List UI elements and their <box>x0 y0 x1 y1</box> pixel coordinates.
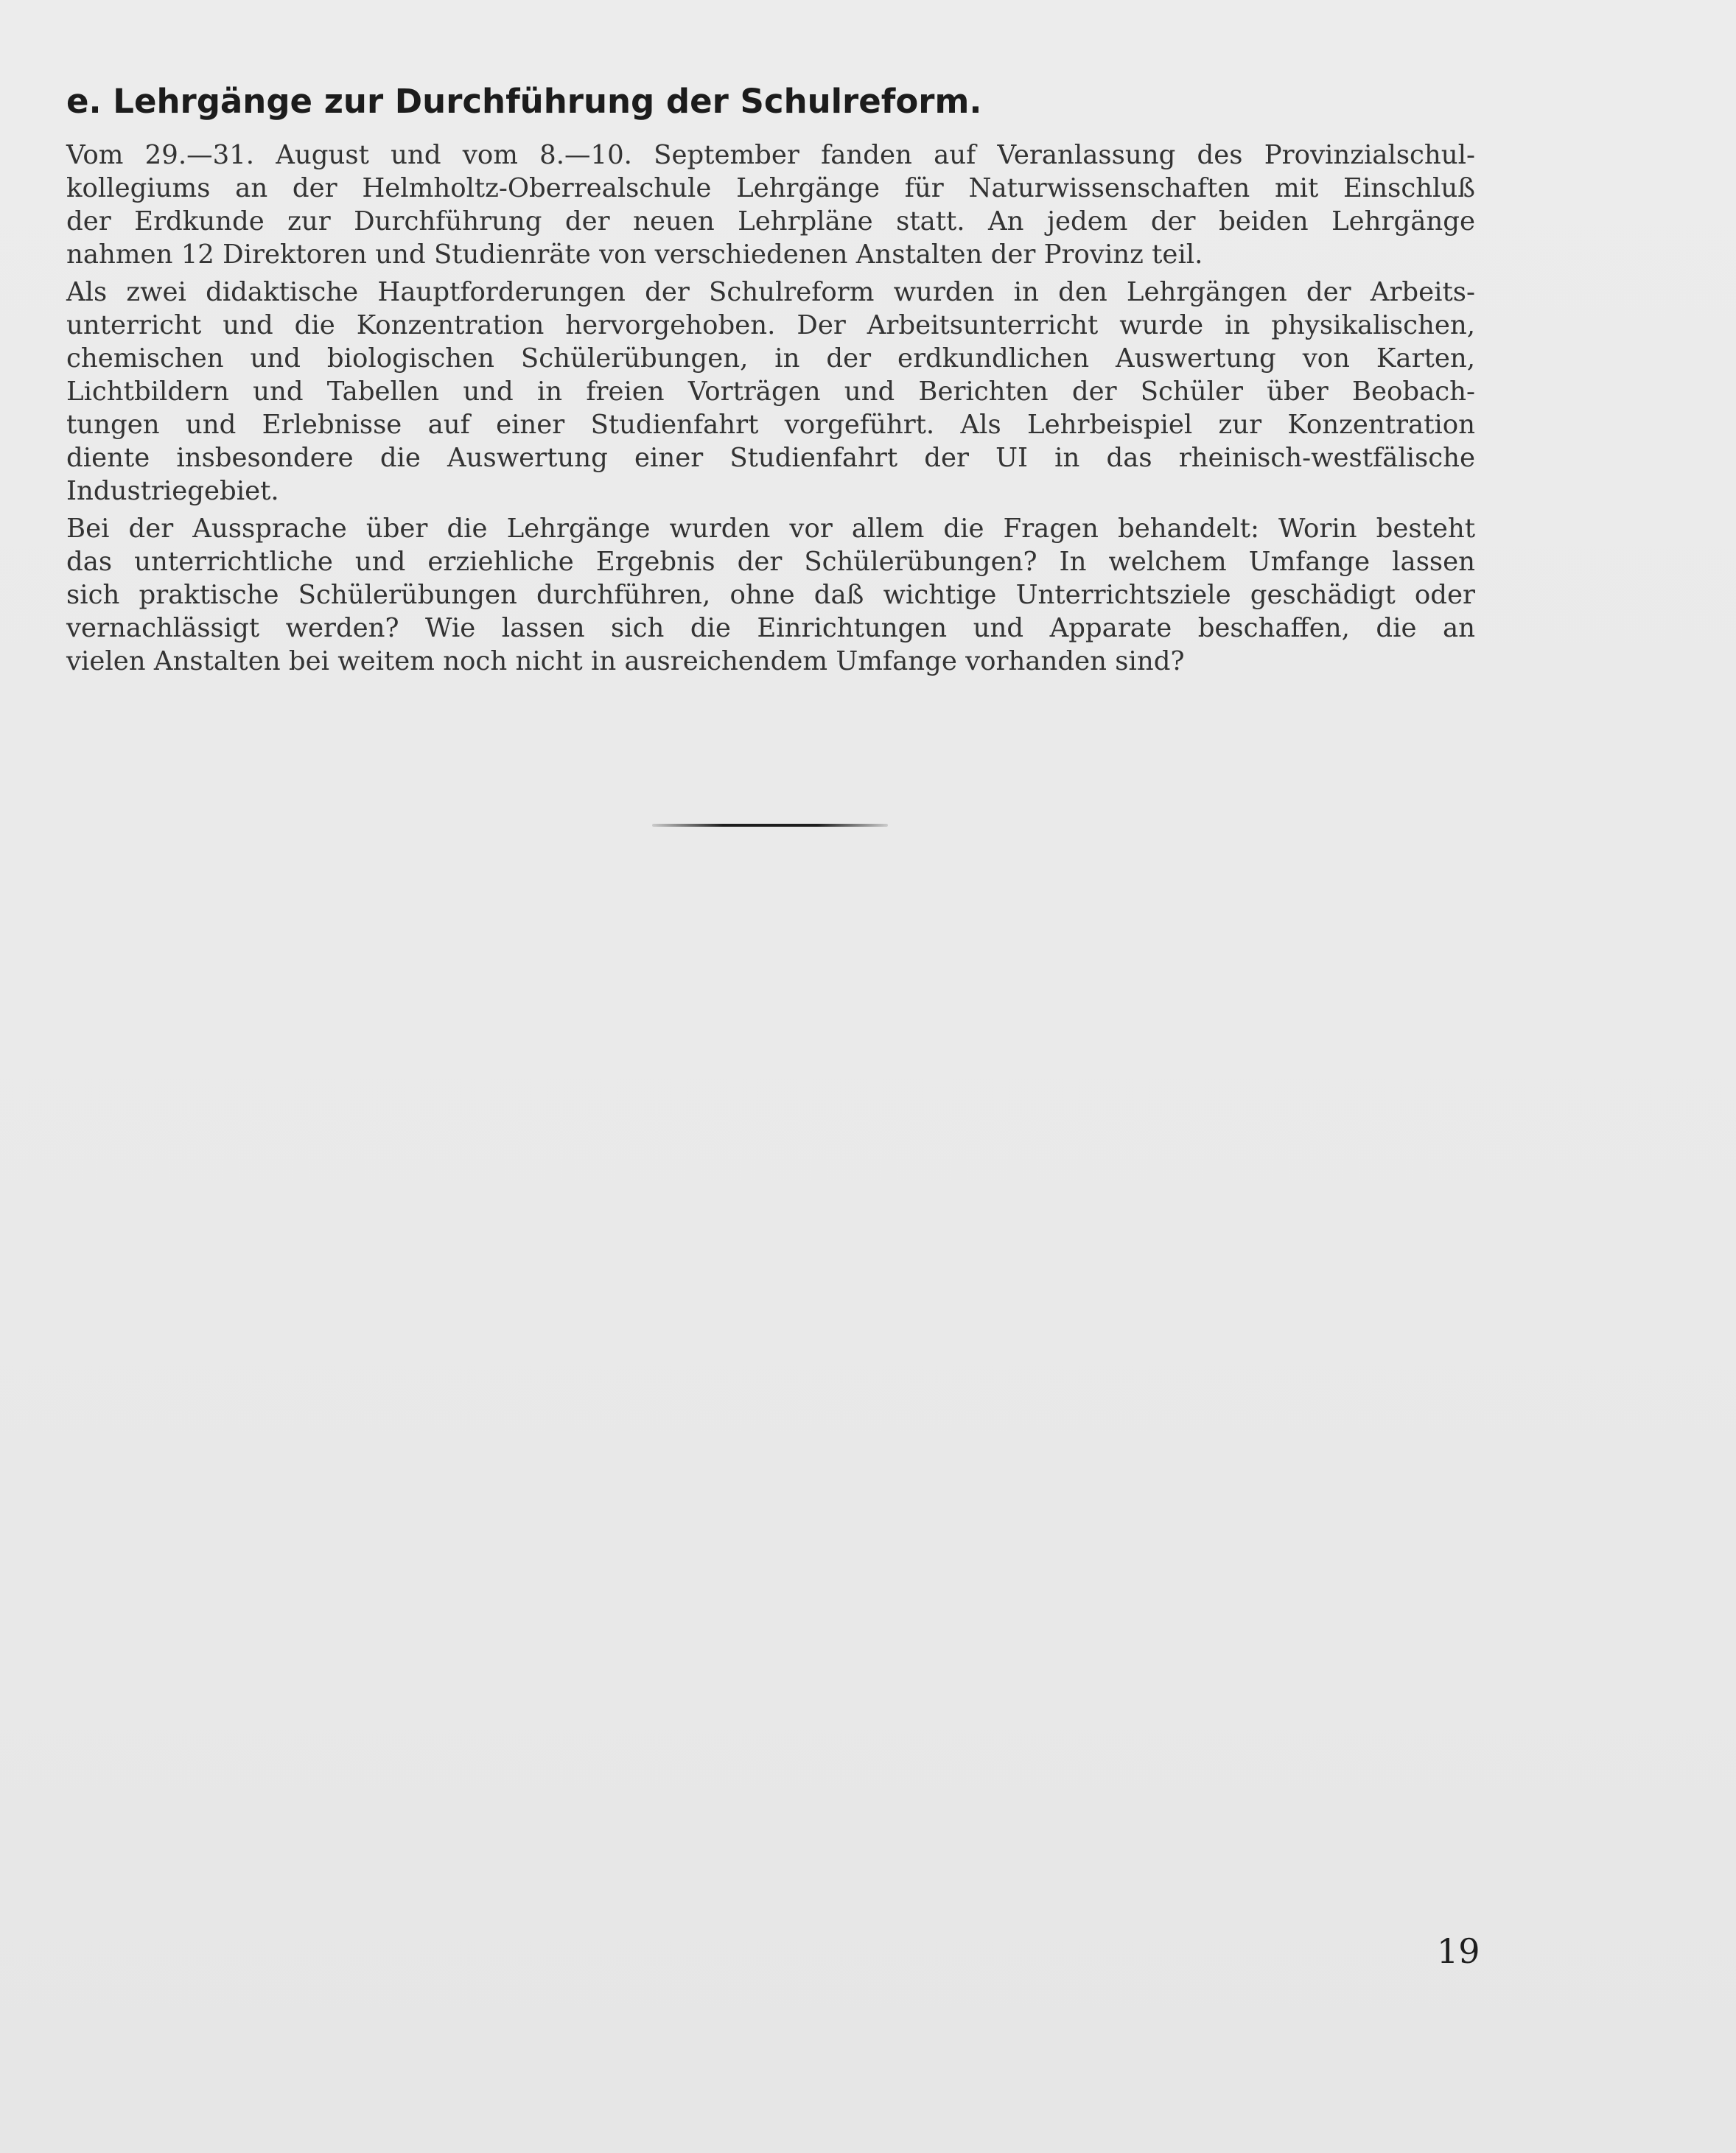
paragraph-1 <box>66 139 1475 271</box>
text-line: der Erdkunde zur Durchführung der neuen Lehrpläne statt. An jedem der beiden Lehrgänge <box>66 206 1475 237</box>
body-text <box>66 139 1475 682</box>
section-end-rule <box>652 824 888 827</box>
text-line: Bei der Aussprache über die Lehrgänge wurden vor allem die Fragen behandelt: Worin besteht <box>66 514 1475 544</box>
text-line: Lichtbildern und Tabellen und in freien Vorträgen und Berichten der Schüler über Beobach- <box>66 377 1475 407</box>
text-line: diente insbesondere die Auswertung einer Studienfahrt der UI in das rheinisch-westfälische <box>66 443 1475 473</box>
text-line: Als zwei didaktische Hauptforderungen der Schulreform wurden in den Lehrgängen der Arbeits- <box>66 277 1475 307</box>
page-number: 19 <box>1437 1931 1480 1971</box>
section-heading: e. Lehrgänge zur Durchführung der Schulreform. <box>66 82 982 121</box>
text-line: sich praktische Schülerübungen durchführen, ohne daß wichtige Unterrichtsziele geschädigt oder <box>66 580 1475 610</box>
text-line: unterricht und die Konzentration hervorgehoben. Der Arbeitsunterricht wurde in physikalischen, <box>66 310 1475 340</box>
text-line: nahmen 12 Direktoren und Studienräte von verschiedenen Anstalten der Provinz teil. <box>66 239 1203 270</box>
paragraph-3 <box>66 512 1475 678</box>
text-line: Industriegebiet. <box>66 476 279 506</box>
text-line: Vom 29.—31. August und vom 8.—10. September fanden auf Veranlassung des Provinzialschul- <box>66 140 1475 170</box>
text-line: vernachlässigt werden? Wie lassen sich die Einrichtungen und Apparate beschaffen, die an <box>66 613 1475 643</box>
text-line: das unterrichtliche und erziehliche Ergebnis der Schülerübungen? In welchem Umfange lassen <box>66 547 1475 577</box>
paragraph-2 <box>66 276 1475 508</box>
text-line: chemischen und biologischen Schülerübungen, in der erdkundlichen Auswertung von Karten, <box>66 343 1475 374</box>
text-line: kollegiums an der Helmholtz-Oberrealschule Lehrgänge für Naturwissenschaften mit Einschluß <box>66 173 1475 203</box>
text-line: vielen Anstalten bei weitem noch nicht in ausreichendem Umfange vorhanden sind? <box>66 646 1185 676</box>
text-line: tungen und Erlebnisse auf einer Studienfahrt vorgeführt. Als Lehrbeispiel zur Konzentration <box>66 410 1475 440</box>
